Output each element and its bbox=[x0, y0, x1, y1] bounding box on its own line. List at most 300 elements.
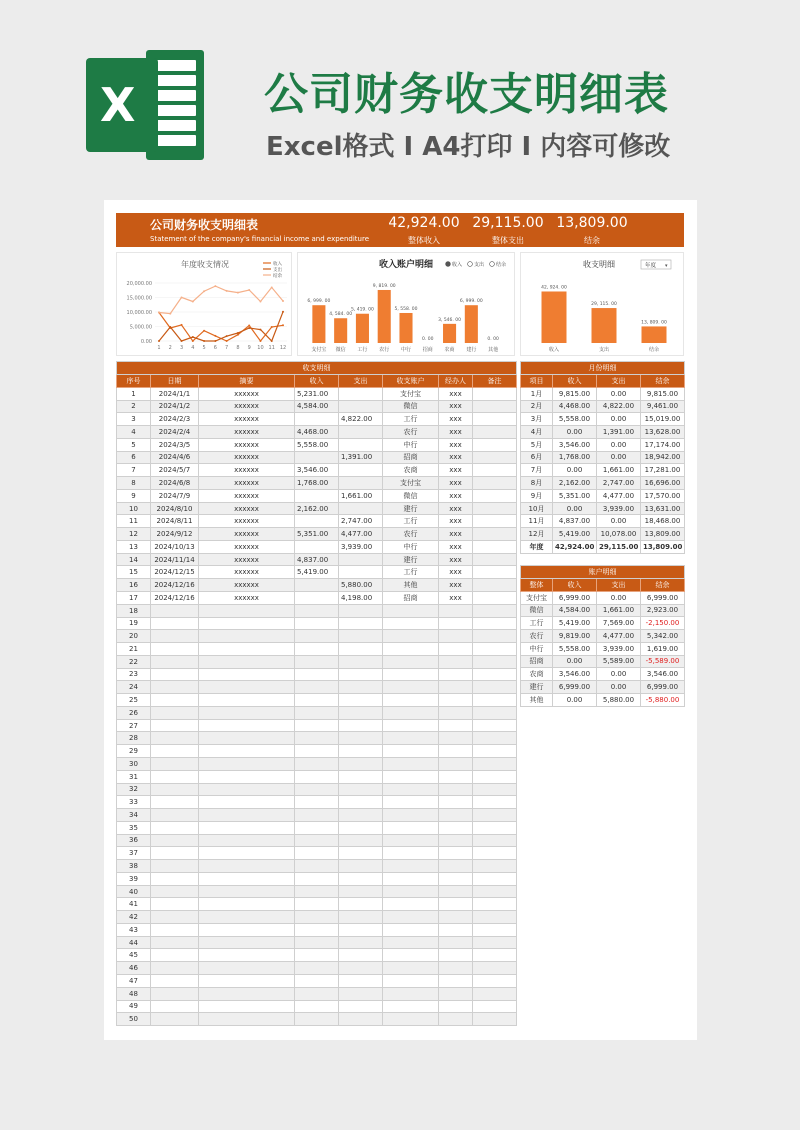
table-cell: 17,281.00 bbox=[641, 464, 685, 477]
table-cell: xxxxxx bbox=[199, 540, 295, 553]
table-cell bbox=[383, 860, 439, 873]
data-point bbox=[203, 290, 205, 292]
table-cell: xxxxxx bbox=[199, 413, 295, 426]
table-cell bbox=[473, 400, 517, 413]
total-row bbox=[521, 540, 685, 553]
table-cell: xxxxxx bbox=[199, 451, 295, 464]
table-cell: 4,837.00 bbox=[553, 515, 597, 528]
column-header: 日期 bbox=[151, 375, 199, 388]
bar bbox=[443, 324, 456, 343]
table-cell bbox=[383, 974, 439, 987]
table-cell: 42,924.00 bbox=[553, 540, 597, 553]
table-cell bbox=[151, 898, 199, 911]
table-cell: 农行 bbox=[383, 426, 439, 439]
x-tick-label: 结余 bbox=[648, 347, 660, 353]
table-cell: 20 bbox=[117, 630, 151, 643]
table-cell bbox=[151, 706, 199, 719]
table-cell: 工行 bbox=[521, 617, 553, 630]
table-cell bbox=[151, 617, 199, 630]
table-cell bbox=[151, 796, 199, 809]
table-cell bbox=[295, 987, 339, 1000]
table-cell: xxxxxx bbox=[199, 426, 295, 439]
table-cell bbox=[151, 681, 199, 694]
sheet-header-bar bbox=[116, 213, 684, 247]
table-cell: 10,078.00 bbox=[597, 528, 641, 541]
table-cell bbox=[339, 1013, 383, 1026]
table-cell bbox=[473, 643, 517, 656]
table-cell bbox=[339, 732, 383, 745]
table-cell: 农商 bbox=[521, 668, 553, 681]
table-cell: 6 bbox=[117, 451, 151, 464]
table-row bbox=[117, 643, 517, 656]
table-cell bbox=[295, 592, 339, 605]
table-cell: -2,150.00 bbox=[641, 617, 685, 630]
table-row bbox=[117, 962, 517, 975]
table-cell bbox=[383, 694, 439, 707]
table-cell bbox=[199, 885, 295, 898]
table-cell: 9月 bbox=[521, 489, 553, 502]
table-cell bbox=[473, 911, 517, 924]
table-cell bbox=[295, 694, 339, 707]
table-cell: xxxxxx bbox=[199, 502, 295, 515]
table-cell bbox=[199, 1013, 295, 1026]
total-income-value: 42,924.00 bbox=[388, 215, 460, 231]
table-cell: 4,198.00 bbox=[339, 592, 383, 605]
table-cell: xxxxxx bbox=[199, 387, 295, 400]
data-point bbox=[158, 312, 160, 314]
table-cell bbox=[339, 387, 383, 400]
table-cell bbox=[151, 860, 199, 873]
table-cell bbox=[199, 694, 295, 707]
table-cell: 2,162.00 bbox=[295, 502, 339, 515]
table-cell: xxx bbox=[439, 426, 473, 439]
table-cell bbox=[295, 936, 339, 949]
table-cell bbox=[151, 757, 199, 770]
table-cell: 5,351.00 bbox=[553, 489, 597, 502]
table-cell: 4月 bbox=[521, 426, 553, 439]
table-cell bbox=[151, 809, 199, 822]
table-row bbox=[117, 987, 517, 1000]
table-row bbox=[117, 898, 517, 911]
table-row bbox=[521, 438, 685, 451]
table-cell: 2024/8/11 bbox=[151, 515, 199, 528]
table-cell: 26 bbox=[117, 706, 151, 719]
table-cell: 1,768.00 bbox=[553, 451, 597, 464]
table-cell bbox=[151, 821, 199, 834]
table-cell bbox=[339, 770, 383, 783]
table-cell bbox=[151, 668, 199, 681]
table-row bbox=[521, 668, 685, 681]
table-cell: 5,419.00 bbox=[553, 617, 597, 630]
table-cell bbox=[295, 732, 339, 745]
total-expense-label: 整体支出 bbox=[492, 236, 524, 245]
table-cell bbox=[151, 694, 199, 707]
table-row bbox=[117, 885, 517, 898]
table-cell bbox=[339, 400, 383, 413]
y-tick-label: 0.00 bbox=[140, 339, 152, 345]
table-cell: 0.00 bbox=[553, 426, 597, 439]
table-cell bbox=[295, 1013, 339, 1026]
account-bar-chart bbox=[298, 253, 516, 357]
data-point bbox=[259, 340, 261, 342]
table-cell: 0.00 bbox=[553, 693, 597, 706]
table-cell: 46 bbox=[117, 962, 151, 975]
table-cell bbox=[151, 847, 199, 860]
table-cell: 6,999.00 bbox=[553, 681, 597, 694]
table-row bbox=[521, 489, 685, 502]
x-tick-label: 2 bbox=[168, 345, 172, 351]
table-cell bbox=[473, 489, 517, 502]
table-cell bbox=[295, 630, 339, 643]
table-cell bbox=[383, 898, 439, 911]
sheet-subtitle: Statement of the company's financial income and expenditure bbox=[150, 235, 369, 243]
table-cell bbox=[439, 974, 473, 987]
table-cell bbox=[439, 630, 473, 643]
table-cell bbox=[199, 617, 295, 630]
table-cell bbox=[151, 770, 199, 783]
y-tick-label: 5,000.00 bbox=[129, 324, 152, 331]
x-tick-label: 12 bbox=[279, 345, 287, 351]
table-row bbox=[117, 451, 517, 464]
data-point bbox=[214, 335, 216, 337]
table-cell bbox=[295, 413, 339, 426]
legend-label: 支出 bbox=[273, 268, 282, 273]
table-cell bbox=[473, 413, 517, 426]
table-cell bbox=[151, 949, 199, 962]
table-cell: 2024/1/2 bbox=[151, 400, 199, 413]
table-cell: 4,822.00 bbox=[597, 400, 641, 413]
table-cell bbox=[383, 872, 439, 885]
table-row bbox=[117, 745, 517, 758]
table-cell bbox=[473, 732, 517, 745]
table-cell bbox=[473, 515, 517, 528]
table-cell: 2024/3/5 bbox=[151, 438, 199, 451]
data-point bbox=[226, 335, 228, 337]
table-cell bbox=[339, 936, 383, 949]
table-cell: 6月 bbox=[521, 451, 553, 464]
table-cell: 1,661.00 bbox=[339, 489, 383, 502]
table-cell bbox=[383, 643, 439, 656]
table-cell bbox=[383, 962, 439, 975]
table-cell: xxx bbox=[439, 489, 473, 502]
table-cell bbox=[295, 515, 339, 528]
table-row bbox=[117, 1000, 517, 1013]
table-cell bbox=[383, 821, 439, 834]
table-cell bbox=[473, 451, 517, 464]
table-cell bbox=[151, 719, 199, 732]
table-cell: 5,558.00 bbox=[553, 642, 597, 655]
period-dropdown-value: 年度 bbox=[645, 263, 657, 269]
table-cell: 49 bbox=[117, 1000, 151, 1013]
table-cell bbox=[473, 898, 517, 911]
table-row bbox=[117, 668, 517, 681]
data-point bbox=[226, 340, 228, 342]
table-cell: xxx bbox=[439, 566, 473, 579]
page-title: 公司财务收支明细表 bbox=[264, 69, 669, 120]
column-header: 收入 bbox=[295, 375, 339, 388]
table-cell bbox=[383, 630, 439, 643]
table-cell bbox=[199, 719, 295, 732]
table-cell bbox=[339, 630, 383, 643]
table-cell bbox=[439, 885, 473, 898]
table-cell bbox=[199, 847, 295, 860]
table-cell bbox=[473, 502, 517, 515]
table-cell: 建行 bbox=[521, 681, 553, 694]
table-cell: 3,939.00 bbox=[339, 540, 383, 553]
table-cell bbox=[439, 847, 473, 860]
table-cell: 50 bbox=[117, 1013, 151, 1026]
table-cell bbox=[383, 745, 439, 758]
table-cell: 年度 bbox=[521, 540, 553, 553]
table-cell: 12月 bbox=[521, 528, 553, 541]
data-label: 6, 999. 00 bbox=[307, 299, 331, 305]
table-cell: 1 bbox=[117, 387, 151, 400]
table-cell bbox=[439, 681, 473, 694]
table-cell: 5,231.00 bbox=[295, 387, 339, 400]
table-cell: 2024/6/8 bbox=[151, 477, 199, 490]
table-cell: 3,546.00 bbox=[553, 668, 597, 681]
table-cell bbox=[199, 821, 295, 834]
table-cell: xxx bbox=[439, 553, 473, 566]
column-header: 支出 bbox=[339, 375, 383, 388]
data-point bbox=[248, 289, 250, 291]
x-tick-label: 9 bbox=[247, 345, 251, 351]
table-cell: 29,115.00 bbox=[597, 540, 641, 553]
table-cell bbox=[473, 847, 517, 860]
table-row bbox=[117, 630, 517, 643]
table-row bbox=[117, 655, 517, 668]
table-cell bbox=[295, 872, 339, 885]
table-cell: 11月 bbox=[521, 515, 553, 528]
table-cell bbox=[295, 796, 339, 809]
table-cell bbox=[439, 604, 473, 617]
table-cell: 2024/12/16 bbox=[151, 592, 199, 605]
table-cell: 0.00 bbox=[597, 668, 641, 681]
table-cell bbox=[383, 655, 439, 668]
table-cell bbox=[383, 706, 439, 719]
table-row bbox=[117, 464, 517, 477]
x-tick-label: 中行 bbox=[400, 347, 412, 353]
table-cell: 13,809.00 bbox=[641, 540, 685, 553]
table-row bbox=[117, 719, 517, 732]
table-cell: 4,477.00 bbox=[597, 630, 641, 643]
table-cell bbox=[439, 898, 473, 911]
table-cell: 29 bbox=[117, 745, 151, 758]
table-cell: 18 bbox=[117, 604, 151, 617]
table-row bbox=[117, 936, 517, 949]
table-row bbox=[117, 834, 517, 847]
table-cell bbox=[439, 694, 473, 707]
table-cell bbox=[295, 706, 339, 719]
table-row bbox=[117, 860, 517, 873]
table-cell bbox=[473, 477, 517, 490]
table-cell bbox=[295, 617, 339, 630]
table-cell: 5,589.00 bbox=[597, 655, 641, 668]
legend-label: 结余 bbox=[273, 274, 282, 279]
x-tick-label: 支出 bbox=[598, 347, 610, 353]
table-cell: 6,999.00 bbox=[641, 681, 685, 694]
series-line-3 bbox=[159, 286, 283, 314]
table-cell: xxx bbox=[439, 400, 473, 413]
table-cell: 9 bbox=[117, 489, 151, 502]
table-cell: 3,939.00 bbox=[597, 642, 641, 655]
table-cell bbox=[383, 617, 439, 630]
table-cell bbox=[439, 1000, 473, 1013]
column-header: 结余 bbox=[641, 375, 685, 388]
table-cell bbox=[383, 923, 439, 936]
table-row bbox=[117, 796, 517, 809]
table-cell bbox=[339, 643, 383, 656]
table-cell: 25 bbox=[117, 694, 151, 707]
table-cell: 4,584.00 bbox=[295, 400, 339, 413]
table-row bbox=[117, 566, 517, 579]
table-cell bbox=[199, 757, 295, 770]
table-cell bbox=[439, 834, 473, 847]
table-cell: 9,815.00 bbox=[553, 387, 597, 400]
table-row bbox=[117, 681, 517, 694]
table-row bbox=[117, 974, 517, 987]
chart-title: 年度收支情况 bbox=[181, 260, 229, 269]
table-row bbox=[117, 438, 517, 451]
data-point bbox=[192, 340, 194, 342]
table-cell bbox=[151, 630, 199, 643]
table-cell bbox=[339, 719, 383, 732]
table-cell bbox=[199, 706, 295, 719]
table-cell: xxx bbox=[439, 579, 473, 592]
table-cell bbox=[151, 1000, 199, 1013]
table-row bbox=[521, 515, 685, 528]
table-cell: 2024/12/16 bbox=[151, 579, 199, 592]
table-row bbox=[117, 783, 517, 796]
table-cell: 5,880.00 bbox=[597, 693, 641, 706]
table-cell bbox=[339, 783, 383, 796]
table-cell bbox=[473, 592, 517, 605]
table-row bbox=[117, 770, 517, 783]
table-cell: 9,819.00 bbox=[553, 630, 597, 643]
table-cell: 34 bbox=[117, 809, 151, 822]
table-cell bbox=[383, 783, 439, 796]
radio-option-2 bbox=[468, 262, 473, 267]
data-point bbox=[248, 327, 250, 329]
table-cell bbox=[473, 796, 517, 809]
table-cell: 2024/8/10 bbox=[151, 502, 199, 515]
table-cell bbox=[295, 655, 339, 668]
table-cell bbox=[339, 860, 383, 873]
chart-title: 收入账户明细 bbox=[378, 260, 434, 270]
table-cell: 40 bbox=[117, 885, 151, 898]
data-point bbox=[214, 340, 216, 342]
table-cell bbox=[383, 949, 439, 962]
table-cell bbox=[199, 936, 295, 949]
x-tick-label: 4 bbox=[191, 345, 195, 351]
table-cell: 工行 bbox=[383, 413, 439, 426]
table-cell bbox=[473, 706, 517, 719]
table-cell bbox=[295, 681, 339, 694]
table-cell: 5,558.00 bbox=[553, 413, 597, 426]
x-tick-label: 工行 bbox=[357, 347, 368, 353]
table-row bbox=[521, 681, 685, 694]
table-cell bbox=[295, 540, 339, 553]
table-cell: xxx bbox=[439, 592, 473, 605]
data-point bbox=[181, 324, 183, 326]
table-row bbox=[521, 387, 685, 400]
data-label: 9, 819. 00 bbox=[372, 283, 396, 289]
chevron-down-icon: ▾ bbox=[665, 263, 668, 269]
data-point bbox=[203, 340, 205, 342]
table-cell: xxxxxx bbox=[199, 438, 295, 451]
table-cell: 1,391.00 bbox=[597, 426, 641, 439]
table-cell: 28 bbox=[117, 732, 151, 745]
table-cell: xxx bbox=[439, 451, 473, 464]
table-cell bbox=[473, 745, 517, 758]
table-cell: 10月 bbox=[521, 502, 553, 515]
data-label: 42, 924. 00 bbox=[541, 285, 567, 291]
table-cell bbox=[339, 885, 383, 898]
table-cell: 48 bbox=[117, 987, 151, 1000]
table-cell bbox=[199, 1000, 295, 1013]
x-tick-label: 农商 bbox=[444, 347, 455, 353]
x-tick-label: 5 bbox=[202, 345, 206, 351]
column-header: 备注 bbox=[473, 375, 517, 388]
table-cell bbox=[383, 885, 439, 898]
table-cell: xxxxxx bbox=[199, 553, 295, 566]
table-cell bbox=[151, 987, 199, 1000]
table-row bbox=[521, 464, 685, 477]
table-cell bbox=[339, 809, 383, 822]
table-cell: 4,837.00 bbox=[295, 553, 339, 566]
column-header: 支出 bbox=[597, 579, 641, 592]
data-label: 5, 419. 00 bbox=[350, 307, 374, 313]
table-cell bbox=[199, 796, 295, 809]
table-cell bbox=[473, 579, 517, 592]
table-cell bbox=[473, 949, 517, 962]
data-point bbox=[271, 326, 273, 328]
table-cell bbox=[199, 898, 295, 911]
table-cell bbox=[439, 643, 473, 656]
table-cell bbox=[295, 949, 339, 962]
data-label: 3, 546. 00 bbox=[438, 317, 462, 323]
excel-logo bbox=[86, 50, 204, 160]
table-cell bbox=[151, 872, 199, 885]
table-cell bbox=[199, 643, 295, 656]
data-point bbox=[192, 300, 194, 302]
column-header: 收支账户 bbox=[383, 375, 439, 388]
table-cell bbox=[439, 962, 473, 975]
table-row bbox=[521, 655, 685, 668]
table-cell: 4,468.00 bbox=[553, 400, 597, 413]
table-cell bbox=[295, 643, 339, 656]
table-cell bbox=[339, 911, 383, 924]
table-cell bbox=[439, 783, 473, 796]
table-cell bbox=[473, 617, 517, 630]
table-cell: 18,468.00 bbox=[641, 515, 685, 528]
x-tick-label: 微信 bbox=[335, 347, 346, 353]
table-row bbox=[521, 693, 685, 706]
table-cell: 15,019.00 bbox=[641, 413, 685, 426]
table-cell bbox=[295, 579, 339, 592]
table-cell: 22 bbox=[117, 655, 151, 668]
table-cell: xxx bbox=[439, 540, 473, 553]
table-cell: 5,351.00 bbox=[295, 528, 339, 541]
table-cell: 3,546.00 bbox=[295, 464, 339, 477]
table-cell: 42 bbox=[117, 911, 151, 924]
table-cell: 中行 bbox=[521, 642, 553, 655]
table-cell bbox=[151, 783, 199, 796]
table-row bbox=[117, 706, 517, 719]
table-row bbox=[521, 502, 685, 515]
table-cell: 0.00 bbox=[597, 451, 641, 464]
table-cell bbox=[295, 783, 339, 796]
